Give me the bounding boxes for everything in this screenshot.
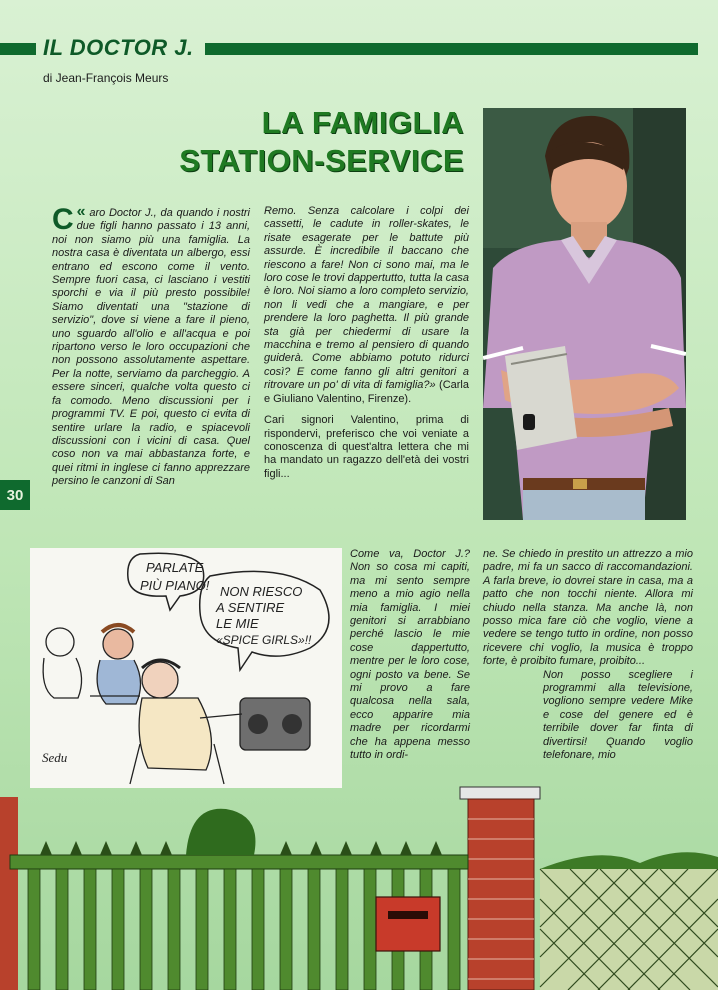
rubric-label: IL DOCTOR J.	[43, 35, 194, 60]
page-number-badge: 30	[0, 480, 30, 510]
boy-letter-part-2: ne. Se chiedo in prestito un attrezzo a mio padre, mi fa un sacco di raccomandazioni. A farla breve, io dovrei stare in casa, ma a patto che non tocchi niente. Allora mi chiudo nella stanza. Ma anche là, non posso mica fare ciò che voglio, viene a vedere se tengo tutto in ordine, non posso ricevere chi voglio, la musica è troppo forte, è proibito fumare, proibito...	[483, 548, 693, 668]
article-column-3	[350, 548, 470, 771]
bubble1-line1: PARLATE	[146, 560, 204, 575]
cartoon-illustration	[30, 548, 342, 788]
header-rule-left	[0, 43, 36, 55]
bubble2-line3: LE MIE	[216, 616, 259, 631]
reply-intro: Cari signori Valentino, prima di rispondervi, preferisco che voi veniate a conoscenza di quest'altra lettera che mi ha mandato un ragazzo dell'età dei vostri figli...	[264, 414, 469, 480]
cartoonist-signature: Sedu	[42, 750, 68, 765]
letter-signature: (Carla e Giuliano Valentino, Firenze).	[264, 379, 469, 405]
bubble1-line2: PIÙ PIANO!	[140, 578, 210, 593]
open-quote-mark: «	[76, 203, 86, 220]
letter-text-part-1: aro Doctor J., da quando i nostri due figli hanno passato i 13 anni, noi non siamo più una famiglia. La nostra casa è diventata un albergo, essi entrano ed escono come il vento. Sempre fuori casa, ci lasciano i vestiti sporchi e via il più presto possibile! Siamo diventati una "stazione di servizio", dove si viene a fare il pieno, uno sguardo all'olio e all'acqua e poi ripartono verso le loro occupazioni che non possono assolutamente aspettare. Per la notte, serviamo da parcheggio. A essere sinceri, qualche volta questo ci fa comodo. Meno discussioni per i programmi TV. E poi, questo ci evita di sentire urlare la radio, e spiacevoli discussioni con i vicini di casa. Quel coso non va mai abbastanza forte, e quei ritmi in inglese ci fanno apprezzare persino le canzoni di San	[52, 207, 250, 488]
gate-illustration	[0, 785, 718, 990]
article-column-2	[264, 205, 469, 489]
boy-letter-part-3: Non posso scegliere i programmi alla televisione, vogliono sempre vedere Mike e cose del genere ed è terribile dover far finta di divertirsi! Quando voglio telefonare, mio	[543, 668, 693, 762]
drop-cap: C	[52, 203, 74, 236]
boy-letter-part-1: Come va, Doctor J.? Non so cosa mi capiti, ma mi sento sempre meno a mio agio nella mia famiglia. I miei genitori si arrabbiano perché lascio le mie cose dappertutto, mentre per le loro cose, ogni posto va bene. Se mi provo a fare qualcosa nella sala, ecco apparire mia madre per ricordarmi che ha appena messo tutto in ordi-	[350, 548, 470, 762]
teen-photo	[483, 108, 686, 520]
article-column-4	[483, 548, 693, 771]
title-line-2: STATION-SERVICE	[179, 143, 464, 178]
bubble2-line4: «SPICE GIRLS»!!	[216, 633, 312, 647]
bubble2-line2: A SENTIRE	[216, 600, 285, 615]
title-line-1: LA FAMIGLIA	[261, 105, 464, 140]
header-rule-right	[205, 43, 698, 55]
bubble2-line1: NON RIESCO	[220, 584, 303, 599]
letter-text-part-2: Remo. Senza calcolare i colpi dei cassetti, le cadute in roller-skates, le risate esagerate per le battute più assurde. È incredibile il baccano che riescono a fare! Non ci sono mai, ma le loro cose le trovi dappertutto, tutta la casa è loro. Noi siamo a loro completo servizio, non li vedi che a mangiare, e per prendere la loro paghetta. Il più grande sta già per chiedermi di usare la macchina e tremo al pensiero di quando guiderà. Come abbiamo potuto ridurci così? E come fanno gli altri genitori a ritrovare un po' di vita di famiglia?»	[264, 205, 469, 392]
byline: di Jean-François Meurs	[43, 71, 169, 85]
article-column-1	[52, 205, 250, 497]
article-title	[179, 104, 464, 180]
